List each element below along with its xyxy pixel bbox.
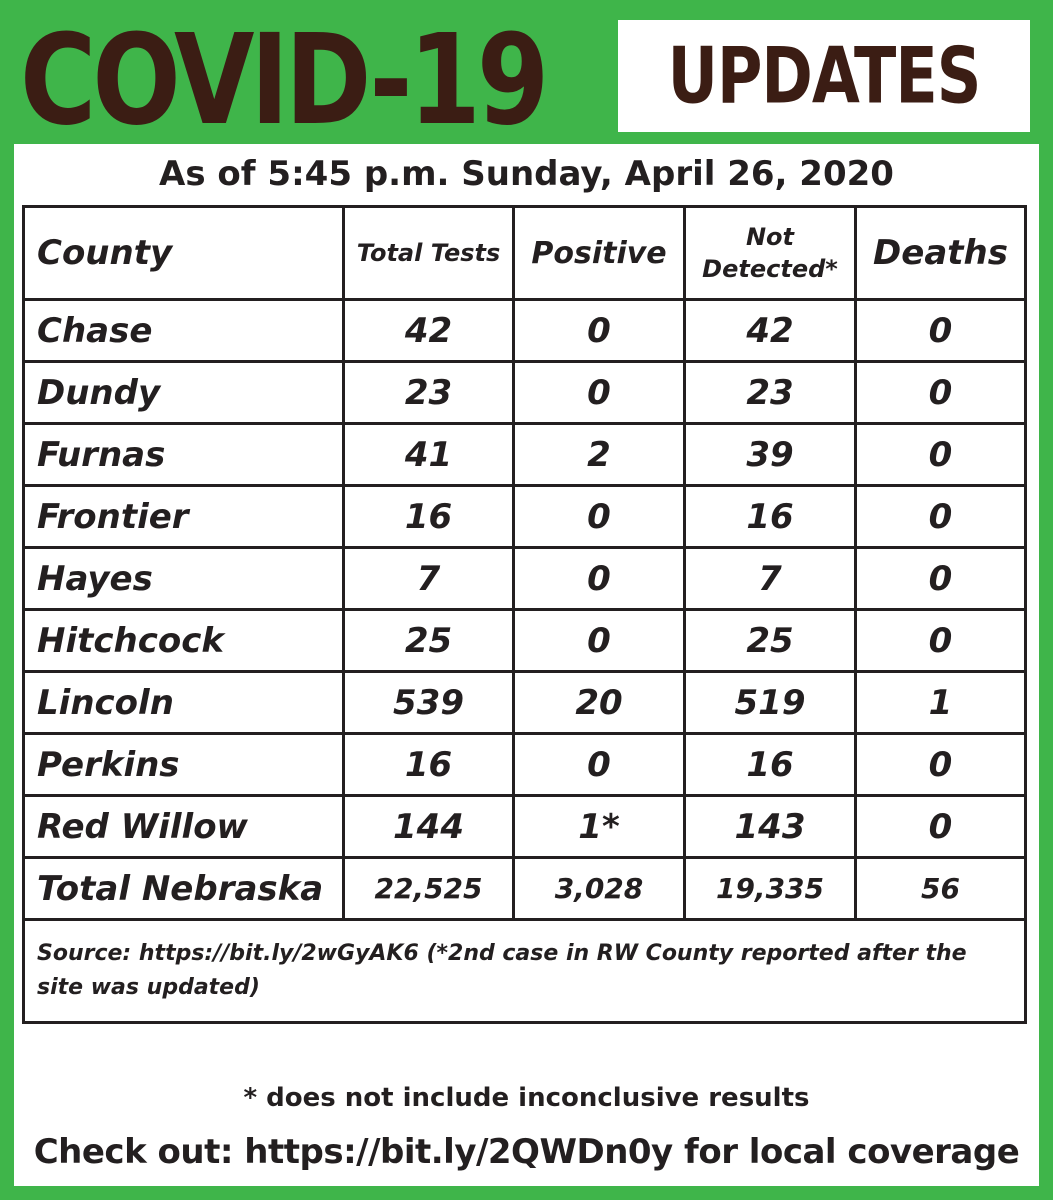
- total-tests-value: 41: [344, 424, 514, 486]
- not-detected-value: 16: [685, 486, 856, 548]
- not-detected-value: 519: [685, 672, 856, 734]
- total-tests-value: 25: [344, 610, 514, 672]
- positive-value: 20: [514, 672, 685, 734]
- footnote: * does not include inconclusive results: [243, 1083, 810, 1113]
- deaths-value: 0: [856, 734, 1026, 796]
- table-row: [24, 796, 1026, 858]
- not-detected-value: 25: [685, 610, 856, 672]
- deaths-value: 0: [856, 424, 1026, 486]
- total-tests-value: 144: [344, 796, 514, 858]
- not-detected-value: 7: [685, 548, 856, 610]
- total-tests-value: 42: [344, 300, 514, 362]
- total-tests-value: 22,525: [344, 858, 514, 920]
- subtitle-box: [618, 20, 1030, 132]
- county-name: Hayes: [24, 548, 344, 610]
- county-table: [22, 205, 1027, 1024]
- positive-value: 0: [514, 610, 685, 672]
- county-name: Chase: [24, 300, 344, 362]
- county-name: Hitchcock: [24, 610, 344, 672]
- deaths-value: 56: [856, 858, 1026, 920]
- deaths-value: 0: [856, 300, 1026, 362]
- total-tests-value: 16: [344, 734, 514, 796]
- positive-value: 1*: [514, 796, 685, 858]
- not-detected-value: 23: [685, 362, 856, 424]
- deaths-value: 0: [856, 796, 1026, 858]
- total-label: Total Nebraska: [24, 858, 344, 920]
- not-detected-value: 16: [685, 734, 856, 796]
- header-row: [24, 207, 1026, 300]
- total-tests-value: 16: [344, 486, 514, 548]
- not-detected-value: 19,335: [685, 858, 856, 920]
- not-detected-value: 39: [685, 424, 856, 486]
- table-row: [24, 300, 1026, 362]
- county-name: Red Willow: [24, 796, 344, 858]
- deaths-value: 0: [856, 362, 1026, 424]
- table-row: [24, 610, 1026, 672]
- column-header-total-tests: Total Tests: [344, 207, 514, 300]
- deaths-value: 0: [856, 548, 1026, 610]
- table-row: [24, 734, 1026, 796]
- county-name: Lincoln: [24, 672, 344, 734]
- total-tests-value: 23: [344, 362, 514, 424]
- column-header-not-detected: Not Detected*: [685, 207, 856, 300]
- column-header-positive: Positive: [514, 207, 685, 300]
- not-detected-value: 143: [685, 796, 856, 858]
- source-row: [24, 920, 1026, 1023]
- total-tests-value: 539: [344, 672, 514, 734]
- county-name: Dundy: [24, 362, 344, 424]
- deaths-value: 0: [856, 486, 1026, 548]
- main-title: COVID-19: [20, 6, 546, 154]
- positive-value: 0: [514, 734, 685, 796]
- header-banner: [14, 6, 1039, 154]
- as-of-timestamp: As of 5:45 p.m. Sunday, April 26, 2020: [159, 154, 894, 194]
- table-row: [24, 424, 1026, 486]
- total-row: [24, 858, 1026, 920]
- total-tests-value: 7: [344, 548, 514, 610]
- table-row: [24, 672, 1026, 734]
- county-name: Furnas: [24, 424, 344, 486]
- deaths-value: 0: [856, 610, 1026, 672]
- county-name: Frontier: [24, 486, 344, 548]
- positive-value: 0: [514, 300, 685, 362]
- table-row: [24, 486, 1026, 548]
- column-header-deaths: Deaths: [856, 207, 1026, 300]
- subtitle: UPDATES: [667, 29, 981, 121]
- deaths-value: 1: [856, 672, 1026, 734]
- column-header-county: County: [24, 207, 344, 300]
- positive-value: 2: [514, 424, 685, 486]
- county-name: Perkins: [24, 734, 344, 796]
- positive-value: 0: [514, 486, 685, 548]
- table-row: [24, 548, 1026, 610]
- checkout-line: Check out: https://bit.ly/2QWDn0y for local coverage: [33, 1132, 1020, 1172]
- positive-value: 0: [514, 548, 685, 610]
- source-note: Source: https://bit.ly/2wGyAK6 (*2nd case in RW County reported after the site was updated): [24, 920, 1026, 1023]
- not-detected-value: 42: [685, 300, 856, 362]
- table-row: [24, 362, 1026, 424]
- positive-value: 3,028: [514, 858, 685, 920]
- positive-value: 0: [514, 362, 685, 424]
